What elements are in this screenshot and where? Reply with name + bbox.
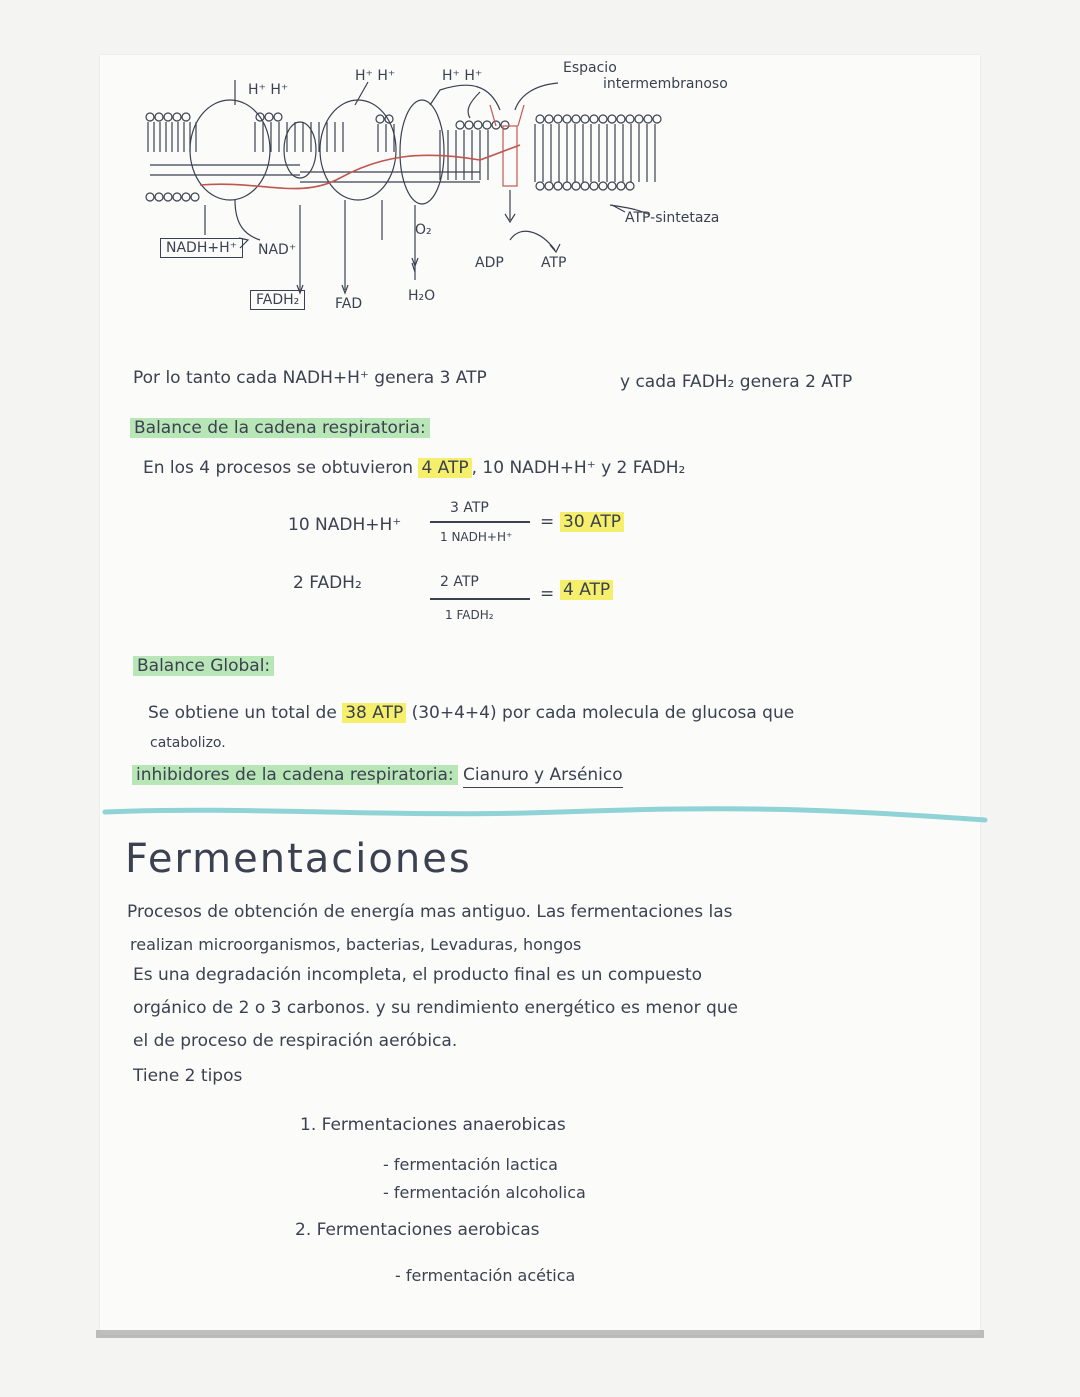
type1-item-a: - fermentación lactica (383, 1155, 558, 1174)
inhibitors-label: inhibidores de la cadena respiratoria: (132, 765, 458, 785)
nadh-yield-text: Por lo tanto cada NADH+H⁺ genera 3 ATP (133, 368, 487, 388)
ferm-p6: Tiene 2 tipos (133, 1066, 243, 1086)
calc1-result: 30 ATP (560, 512, 624, 532)
proton-label-3: H⁺ H⁺ (442, 68, 483, 84)
global-text-b: (30+4+4) por cada molecula de glucosa que (411, 703, 795, 723)
global-atp-hl: 38 ATP (342, 703, 406, 723)
page-edge (96, 1330, 984, 1338)
calc1-denominator: 1 NADH+H⁺ (440, 530, 513, 544)
balance-title: Balance de la cadena respiratoria: (130, 418, 430, 438)
ferm-p1: Procesos de obtención de energía mas antiguo. Las fermentaciones las (127, 902, 733, 922)
ferm-p5: el de proceso de respiración aeróbica. (133, 1031, 458, 1051)
h2o-label: H₂O (408, 288, 436, 304)
lipid-heads-top (146, 113, 661, 129)
fadh2-yield-text: y cada FADH₂ genera 2 ATP (620, 372, 853, 392)
calc1-left: 10 NADH+H⁺ (288, 515, 402, 535)
processes-text-a: En los 4 procesos se obtuvieron (143, 458, 414, 478)
type1-heading: 1. Fermentaciones anaerobicas (300, 1115, 566, 1135)
inhibitors-value: Cianuro y Arsénico (463, 765, 623, 788)
type1-item-b: - fermentación alcoholica (383, 1183, 586, 1202)
membrane-diagram (0, 0, 1080, 340)
ferm-p2: realizan microorganismos, bacterias, Levaduras, hongos (130, 935, 582, 954)
complex-iv (400, 100, 444, 204)
fadh2-box: FADH₂ (250, 290, 305, 310)
nad-label: NAD⁺ (258, 242, 297, 258)
nadh-box: NADH+H⁺ (160, 238, 243, 258)
ferm-p4: orgánico de 2 o 3 carbonos. y su rendimiento energético es menor que (133, 998, 738, 1018)
proton-label-1: H⁺ H⁺ (248, 82, 289, 98)
calc2-result: 4 ATP (560, 580, 613, 600)
calc2-equals: = (540, 584, 555, 604)
adp-label: ADP (475, 255, 504, 271)
calc2-left: 2 FADH₂ (293, 573, 362, 593)
type2-heading: 2. Fermentaciones aerobicas (295, 1220, 540, 1240)
global-text (148, 703, 794, 723)
proton-label-2: H⁺ H⁺ (355, 68, 396, 84)
o2-label: O₂ (415, 222, 432, 238)
global-title: Balance Global: (133, 656, 274, 676)
space-label: Espacio (563, 60, 617, 76)
type2-item-a: - fermentación acética (395, 1266, 576, 1285)
atp-synthase-label: ATP-sintetaza (625, 210, 720, 226)
calc2-denominator: 1 FADH₂ (445, 608, 494, 622)
section-title: Fermentaciones (125, 836, 472, 882)
ferm-p3: Es una degradación incompleta, el producto final es un compuesto (133, 965, 703, 985)
fad-label: FAD (335, 296, 363, 312)
atp-label: ATP (541, 255, 567, 271)
processes-text (143, 458, 685, 478)
wave-divider (0, 800, 1080, 840)
processes-atp-hl: 4 ATP (418, 458, 471, 478)
calc1-fraction-line (430, 521, 530, 523)
complex-iii (320, 100, 396, 200)
calc2-numerator: 2 ATP (440, 574, 479, 590)
processes-text-b: , 10 NADH+H⁺ y 2 FADH₂ (471, 458, 686, 478)
space-label-2: intermembranoso (603, 76, 728, 92)
inhibitors-line (132, 765, 623, 785)
calc2-fraction-line (430, 598, 530, 600)
calc1-equals: = (540, 512, 555, 532)
global-text-c: catabolizo. (150, 735, 226, 751)
global-text-a: Se obtiene un total de (148, 703, 337, 723)
calc1-numerator: 3 ATP (450, 500, 489, 516)
